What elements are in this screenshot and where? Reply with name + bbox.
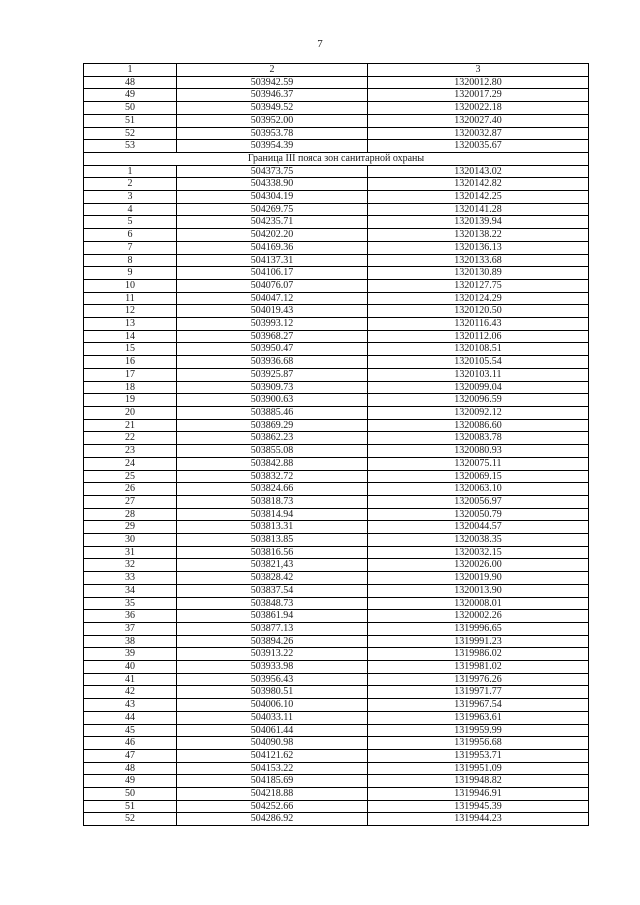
cell-point-number: 11	[84, 292, 177, 305]
table-row	[84, 521, 589, 534]
page-number: 7	[317, 38, 323, 50]
cell-x-coordinate: 503952.00	[177, 114, 368, 127]
cell-y-coordinate: 1320112.06	[368, 330, 589, 343]
cell-point-number: 52	[84, 813, 177, 826]
cell-y-coordinate: 1320139.94	[368, 216, 589, 229]
cell-x-coordinate: 503813.85	[177, 534, 368, 547]
table-row	[84, 483, 589, 496]
cell-x-coordinate: 504252.66	[177, 800, 368, 813]
cell-point-number: 25	[84, 470, 177, 483]
table-row	[84, 457, 589, 470]
cell-x-coordinate: 504047.12	[177, 292, 368, 305]
cell-point-number: 5	[84, 216, 177, 229]
cell-point-number: 21	[84, 419, 177, 432]
table-row	[84, 800, 589, 813]
cell-point-number: 51	[84, 114, 177, 127]
cell-x-coordinate: 503993.12	[177, 318, 368, 331]
cell-x-coordinate: 503816.56	[177, 546, 368, 559]
cell-y-coordinate: 1320099.04	[368, 381, 589, 394]
cell-x-coordinate: 503936.68	[177, 356, 368, 369]
table-row	[84, 241, 589, 254]
cell-point-number: 4	[84, 203, 177, 216]
header-cell-y: 3	[368, 64, 589, 77]
cell-x-coordinate: 504033.11	[177, 711, 368, 724]
cell-y-coordinate: 1319971.77	[368, 686, 589, 699]
cell-x-coordinate: 503837.54	[177, 584, 368, 597]
table-row	[84, 584, 589, 597]
cell-x-coordinate: 504121.62	[177, 749, 368, 762]
cell-point-number: 31	[84, 546, 177, 559]
cell-y-coordinate: 1320032.87	[368, 127, 589, 140]
table-row	[84, 368, 589, 381]
cell-x-coordinate: 503869.29	[177, 419, 368, 432]
table-row	[84, 279, 589, 292]
table-row	[84, 788, 589, 801]
cell-y-coordinate: 1320124.29	[368, 292, 589, 305]
cell-y-coordinate: 1319946.91	[368, 788, 589, 801]
cell-y-coordinate: 1319945.39	[368, 800, 589, 813]
table-row	[84, 165, 589, 178]
cell-point-number: 49	[84, 775, 177, 788]
coordinates-table	[83, 63, 589, 826]
section-title-row	[84, 152, 589, 165]
cell-x-coordinate: 503949.52	[177, 102, 368, 115]
cell-x-coordinate: 504019.43	[177, 305, 368, 318]
table-row	[84, 775, 589, 788]
table-row	[84, 381, 589, 394]
table-row	[84, 318, 589, 331]
cell-x-coordinate: 503862.23	[177, 432, 368, 445]
cell-x-coordinate: 503824.66	[177, 483, 368, 496]
cell-point-number: 1	[84, 165, 177, 178]
table-row	[84, 114, 589, 127]
table-row	[84, 737, 589, 750]
cell-point-number: 50	[84, 102, 177, 115]
cell-y-coordinate: 1320138.22	[368, 229, 589, 242]
cell-point-number: 26	[84, 483, 177, 496]
table-row	[84, 89, 589, 102]
cell-x-coordinate: 504137.31	[177, 254, 368, 267]
table-row	[84, 406, 589, 419]
table-row	[84, 178, 589, 191]
cell-y-coordinate: 1320080.93	[368, 445, 589, 458]
cell-point-number: 40	[84, 661, 177, 674]
cell-point-number: 27	[84, 495, 177, 508]
cell-y-coordinate: 1319981.02	[368, 661, 589, 674]
cell-y-coordinate: 1320056.97	[368, 495, 589, 508]
cell-y-coordinate: 1319996.65	[368, 622, 589, 635]
table-row	[84, 229, 589, 242]
header-cell-point: 1	[84, 64, 177, 77]
cell-y-coordinate: 1320069.15	[368, 470, 589, 483]
cell-x-coordinate: 503855.08	[177, 445, 368, 458]
cell-y-coordinate: 1320019.90	[368, 572, 589, 585]
cell-point-number: 18	[84, 381, 177, 394]
coordinates-table-body	[84, 64, 589, 826]
cell-x-coordinate: 503968.27	[177, 330, 368, 343]
cell-x-coordinate: 503861.94	[177, 610, 368, 623]
table-row	[84, 559, 589, 572]
cell-point-number: 33	[84, 572, 177, 585]
cell-y-coordinate: 1320022.18	[368, 102, 589, 115]
cell-point-number: 19	[84, 394, 177, 407]
cell-x-coordinate: 503832.72	[177, 470, 368, 483]
table-row	[84, 749, 589, 762]
table-row	[84, 686, 589, 699]
cell-point-number: 32	[84, 559, 177, 572]
cell-x-coordinate: 504218.88	[177, 788, 368, 801]
table-row	[84, 191, 589, 204]
cell-y-coordinate: 1319948.82	[368, 775, 589, 788]
header-cell-x: 2	[177, 64, 368, 77]
cell-y-coordinate: 1320012.80	[368, 76, 589, 89]
table-row	[84, 76, 589, 89]
table-row	[84, 610, 589, 623]
cell-point-number: 23	[84, 445, 177, 458]
cell-x-coordinate: 504269.75	[177, 203, 368, 216]
cell-y-coordinate: 1320063.10	[368, 483, 589, 496]
cell-point-number: 28	[84, 508, 177, 521]
cell-point-number: 8	[84, 254, 177, 267]
cell-y-coordinate: 1320086.60	[368, 419, 589, 432]
table-row	[84, 813, 589, 826]
cell-y-coordinate: 1320092.12	[368, 406, 589, 419]
cell-y-coordinate: 1320142.25	[368, 191, 589, 204]
cell-x-coordinate: 504304.19	[177, 191, 368, 204]
cell-point-number: 16	[84, 356, 177, 369]
cell-point-number: 36	[84, 610, 177, 623]
cell-point-number: 43	[84, 699, 177, 712]
cell-point-number: 39	[84, 648, 177, 661]
cell-x-coordinate: 504202.20	[177, 229, 368, 242]
table-row	[84, 597, 589, 610]
section-title: Граница III пояса зон санитарной охраны	[84, 152, 589, 165]
cell-x-coordinate: 504153.22	[177, 762, 368, 775]
cell-y-coordinate: 1320103.11	[368, 368, 589, 381]
cell-x-coordinate: 503828.42	[177, 572, 368, 585]
table-row	[84, 254, 589, 267]
cell-y-coordinate: 1320013.90	[368, 584, 589, 597]
cell-point-number: 3	[84, 191, 177, 204]
cell-x-coordinate: 503954.39	[177, 140, 368, 153]
cell-x-coordinate: 503842.88	[177, 457, 368, 470]
table-row	[84, 534, 589, 547]
table-row	[84, 622, 589, 635]
cell-x-coordinate: 503950.47	[177, 343, 368, 356]
table-row	[84, 445, 589, 458]
cell-point-number: 14	[84, 330, 177, 343]
cell-x-coordinate: 504338.90	[177, 178, 368, 191]
cell-point-number: 35	[84, 597, 177, 610]
cell-x-coordinate: 503913.22	[177, 648, 368, 661]
cell-point-number: 38	[84, 635, 177, 648]
cell-x-coordinate: 503933.98	[177, 661, 368, 674]
cell-point-number: 44	[84, 711, 177, 724]
cell-point-number: 13	[84, 318, 177, 331]
table-row	[84, 305, 589, 318]
cell-y-coordinate: 1320130.89	[368, 267, 589, 280]
cell-x-coordinate: 504169.36	[177, 241, 368, 254]
cell-x-coordinate: 503821,43	[177, 559, 368, 572]
cell-y-coordinate: 1320075.11	[368, 457, 589, 470]
cell-point-number: 6	[84, 229, 177, 242]
table-row	[84, 508, 589, 521]
table-header-row	[84, 64, 589, 77]
cell-y-coordinate: 1320002.26	[368, 610, 589, 623]
table-row	[84, 330, 589, 343]
cell-x-coordinate: 503900.63	[177, 394, 368, 407]
cell-y-coordinate: 1320108.51	[368, 343, 589, 356]
table-row	[84, 470, 589, 483]
cell-x-coordinate: 504076.07	[177, 279, 368, 292]
cell-x-coordinate: 503885.46	[177, 406, 368, 419]
cell-point-number: 9	[84, 267, 177, 280]
cell-point-number: 12	[84, 305, 177, 318]
cell-x-coordinate: 503814.94	[177, 508, 368, 521]
table-row	[84, 572, 589, 585]
cell-point-number: 15	[84, 343, 177, 356]
table-row	[84, 661, 589, 674]
cell-x-coordinate: 503818.73	[177, 495, 368, 508]
table-row	[84, 127, 589, 140]
cell-y-coordinate: 1319991.23	[368, 635, 589, 648]
cell-point-number: 49	[84, 89, 177, 102]
cell-point-number: 45	[84, 724, 177, 737]
cell-y-coordinate: 1320141.28	[368, 203, 589, 216]
cell-y-coordinate: 1320027.40	[368, 114, 589, 127]
cell-y-coordinate: 1319953.71	[368, 749, 589, 762]
cell-y-coordinate: 1320133.68	[368, 254, 589, 267]
cell-y-coordinate: 1319986.02	[368, 648, 589, 661]
table-row	[84, 673, 589, 686]
cell-x-coordinate: 503953.78	[177, 127, 368, 140]
cell-point-number: 7	[84, 241, 177, 254]
cell-point-number: 10	[84, 279, 177, 292]
table-row	[84, 495, 589, 508]
cell-y-coordinate: 1320105.54	[368, 356, 589, 369]
cell-point-number: 24	[84, 457, 177, 470]
table-row	[84, 292, 589, 305]
cell-y-coordinate: 1319944.23	[368, 813, 589, 826]
cell-point-number: 50	[84, 788, 177, 801]
table-row	[84, 699, 589, 712]
cell-y-coordinate: 1320050.79	[368, 508, 589, 521]
cell-y-coordinate: 1320143.02	[368, 165, 589, 178]
table-row	[84, 635, 589, 648]
cell-point-number: 46	[84, 737, 177, 750]
cell-y-coordinate: 1320136.13	[368, 241, 589, 254]
cell-y-coordinate: 1320116.43	[368, 318, 589, 331]
table-row	[84, 419, 589, 432]
cell-point-number: 52	[84, 127, 177, 140]
table-row	[84, 762, 589, 775]
cell-x-coordinate: 504106.17	[177, 267, 368, 280]
cell-y-coordinate: 1320096.59	[368, 394, 589, 407]
cell-point-number: 41	[84, 673, 177, 686]
cell-y-coordinate: 1320035.67	[368, 140, 589, 153]
cell-x-coordinate: 504235.71	[177, 216, 368, 229]
table-row	[84, 102, 589, 115]
cell-x-coordinate: 504061.44	[177, 724, 368, 737]
cell-x-coordinate: 503813.31	[177, 521, 368, 534]
cell-x-coordinate: 504373.75	[177, 165, 368, 178]
cell-point-number: 30	[84, 534, 177, 547]
table-row	[84, 203, 589, 216]
cell-point-number: 42	[84, 686, 177, 699]
table-row	[84, 394, 589, 407]
cell-x-coordinate: 503946.37	[177, 89, 368, 102]
cell-point-number: 17	[84, 368, 177, 381]
cell-x-coordinate: 504090.98	[177, 737, 368, 750]
cell-y-coordinate: 1319959.99	[368, 724, 589, 737]
cell-y-coordinate: 1320127.75	[368, 279, 589, 292]
table-row	[84, 356, 589, 369]
cell-point-number: 29	[84, 521, 177, 534]
table-row	[84, 267, 589, 280]
cell-x-coordinate: 503942.59	[177, 76, 368, 89]
cell-point-number: 51	[84, 800, 177, 813]
cell-x-coordinate: 503848.73	[177, 597, 368, 610]
cell-point-number: 34	[84, 584, 177, 597]
cell-y-coordinate: 1319956.68	[368, 737, 589, 750]
cell-point-number: 37	[84, 622, 177, 635]
table-row	[84, 711, 589, 724]
cell-y-coordinate: 1319951.09	[368, 762, 589, 775]
cell-point-number: 48	[84, 76, 177, 89]
cell-x-coordinate: 503925.87	[177, 368, 368, 381]
table-row	[84, 546, 589, 559]
cell-x-coordinate: 504286.92	[177, 813, 368, 826]
cell-point-number: 22	[84, 432, 177, 445]
cell-y-coordinate: 1320044.57	[368, 521, 589, 534]
cell-x-coordinate: 503894.26	[177, 635, 368, 648]
cell-x-coordinate: 503956.43	[177, 673, 368, 686]
cell-x-coordinate: 504185.69	[177, 775, 368, 788]
cell-y-coordinate: 1320038.35	[368, 534, 589, 547]
table-row	[84, 216, 589, 229]
table-row	[84, 648, 589, 661]
cell-point-number: 47	[84, 749, 177, 762]
cell-y-coordinate: 1320083.78	[368, 432, 589, 445]
cell-y-coordinate: 1320008.01	[368, 597, 589, 610]
table-row	[84, 432, 589, 445]
cell-y-coordinate: 1320120.50	[368, 305, 589, 318]
cell-y-coordinate: 1320142.82	[368, 178, 589, 191]
table-row	[84, 140, 589, 153]
cell-y-coordinate: 1319976.26	[368, 673, 589, 686]
cell-point-number: 20	[84, 406, 177, 419]
cell-y-coordinate: 1320032.15	[368, 546, 589, 559]
cell-x-coordinate: 504006.10	[177, 699, 368, 712]
cell-x-coordinate: 503980.51	[177, 686, 368, 699]
cell-point-number: 2	[84, 178, 177, 191]
cell-x-coordinate: 503909.73	[177, 381, 368, 394]
table-row	[84, 724, 589, 737]
cell-y-coordinate: 1319967.54	[368, 699, 589, 712]
cell-x-coordinate: 503877.13	[177, 622, 368, 635]
cell-y-coordinate: 1320017.29	[368, 89, 589, 102]
table-row	[84, 343, 589, 356]
cell-y-coordinate: 1319963.61	[368, 711, 589, 724]
cell-y-coordinate: 1320026.00	[368, 559, 589, 572]
cell-point-number: 48	[84, 762, 177, 775]
cell-point-number: 53	[84, 140, 177, 153]
